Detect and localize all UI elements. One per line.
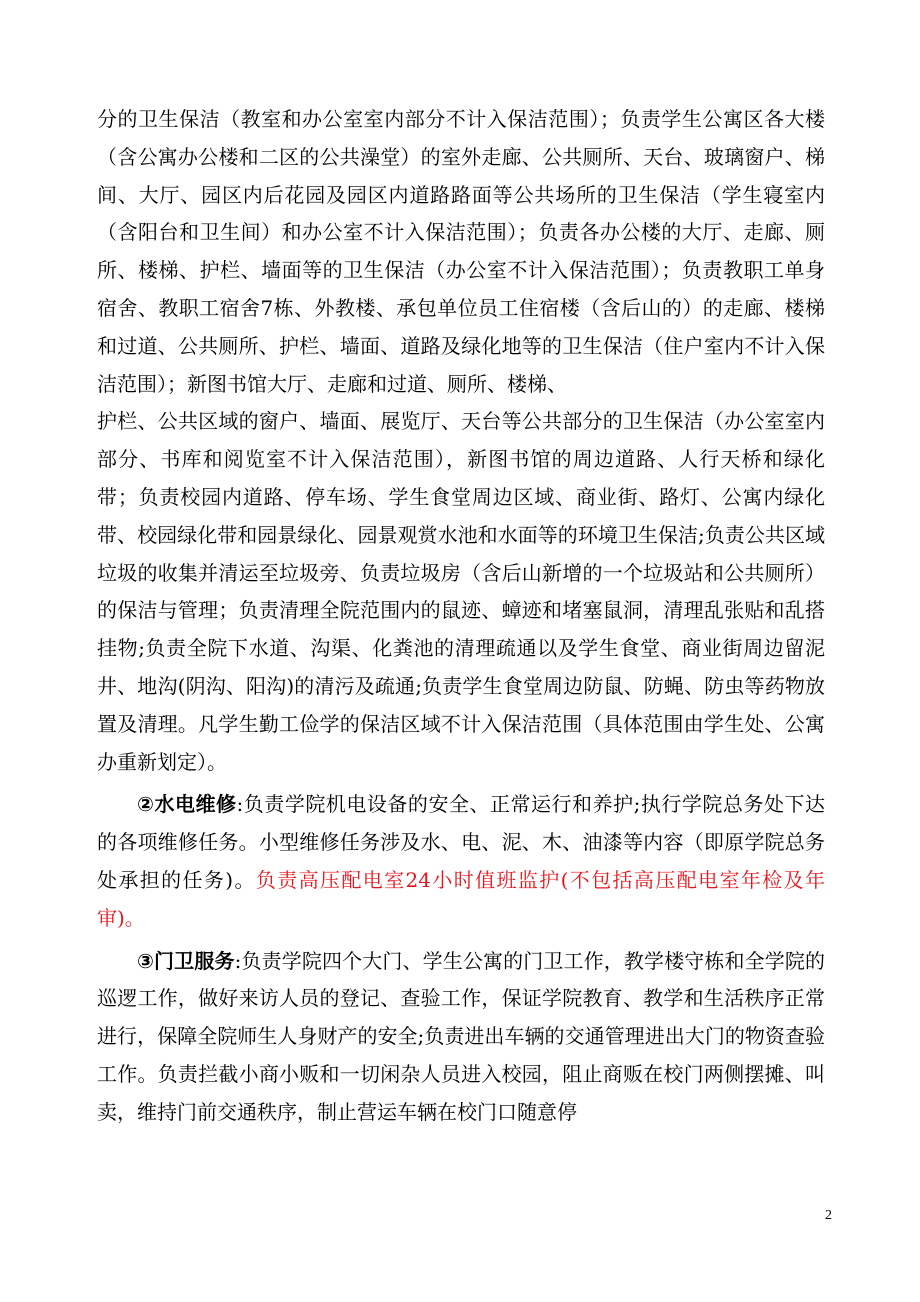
page-number: 2 — [825, 1208, 832, 1223]
document-body — [97, 101, 825, 1132]
paragraph-water-electric-maintenance — [97, 786, 825, 937]
section-label-gate-guard: ③门卫服务 — [137, 948, 235, 973]
paragraph-cleaning-scope-part2 — [97, 403, 825, 781]
paragraph-cleaning-scope-part1 — [97, 101, 825, 403]
paragraph-text: 分的卫生保洁（教室和办公室室内部分不计入保洁范围）；负责学生公寓区各大楼（含公寓办公楼和二区的公共澡堂）的室外走廊、公共厕所、天台、玻璃窗户、梯间、大厅、园区内后花园及园区内道路路面等公共场所的卫生保洁（学生寝室内（含阳台和卫生间）和办公室不计入保洁范围）；负责各办公楼的大厅、走廊、厕所、楼梯、护栏、墙面等的卫生保洁（办公室不计入保洁范围）；负责教职工单身宿舍、教职工宿舍7栋、外教楼、承包单位员工住宿楼（含后山的）的走廊、楼梯和过道、公共厕所、护栏、墙面、道路及绿化地等的卫生保洁（住户室内不计入保洁范围）；新图书馆大厅、走廊和过道、厕所、楼梯、 — [97, 107, 825, 396]
highlighted-text: 负责高压配电室24小时值班监护(不包括高压配电室年检及年审)。 — [97, 867, 825, 930]
paragraph-text: 护栏、公共区域的窗户、墙面、展览厅、天台等公共部分的卫生保洁（办公室室内部分、书库和阅览室不计入保洁范围），新图书馆的周边道路、人行天桥和绿化带；负责校园内道路、停车场、学生食堂周边区域、商业街、路灯、公寓内绿化带、校园绿化带和园景绿化、园景观赏水池和水面等的环境卫生保洁;负责公共区域垃圾的收集并清运至垃圾旁、负责垃圾房（含后山新增的一个垃圾站和公共厕所）的保洁与管理；负责清理全院范围内的鼠迹、蟑迹和堵塞鼠洞，清理乱张贴和乱搭挂物;负责全院下水道、沟渠、化粪池的清理疏通以及学生食堂、商业街周边留泥井、地沟(阴沟、阳沟)的清污及疏通;负责学生食堂周边防鼠、防蝇、防虫等药物放置及清理。凡学生勤工俭学的保洁区域不计入保洁范围（具体范围由学生处、公寓办重新划定）。 — [97, 409, 825, 774]
paragraph-text: :负责学院机电设备的安全、正常运行和养护;执行学院总务处下达的各项维修任务。小型维修任务涉及水、电、泥、木、油漆等内容（即原学院总务处承担的任务)。 — [97, 792, 826, 892]
paragraph-text: :负责学院四个大门、学生公寓的门卫工作，教学楼守栋和全学院的巡逻工作，做好来访人员的登记、查验工作，保证学院教育、教学和生活秩序正常进行，保障全院师生人身财产的安全;负责进出车辆的交通管理进出大门的物资查验工作。负责拦截小商小贩和一切闲杂人员进入校园，阻止商贩在校门两侧摆摊、叫卖，维持门前交通秩序，制止营运车辆在校门口随意停 — [97, 948, 825, 1124]
paragraph-gate-guard-service — [97, 943, 825, 1132]
section-label-water-electric: ②水电维修 — [137, 792, 237, 817]
